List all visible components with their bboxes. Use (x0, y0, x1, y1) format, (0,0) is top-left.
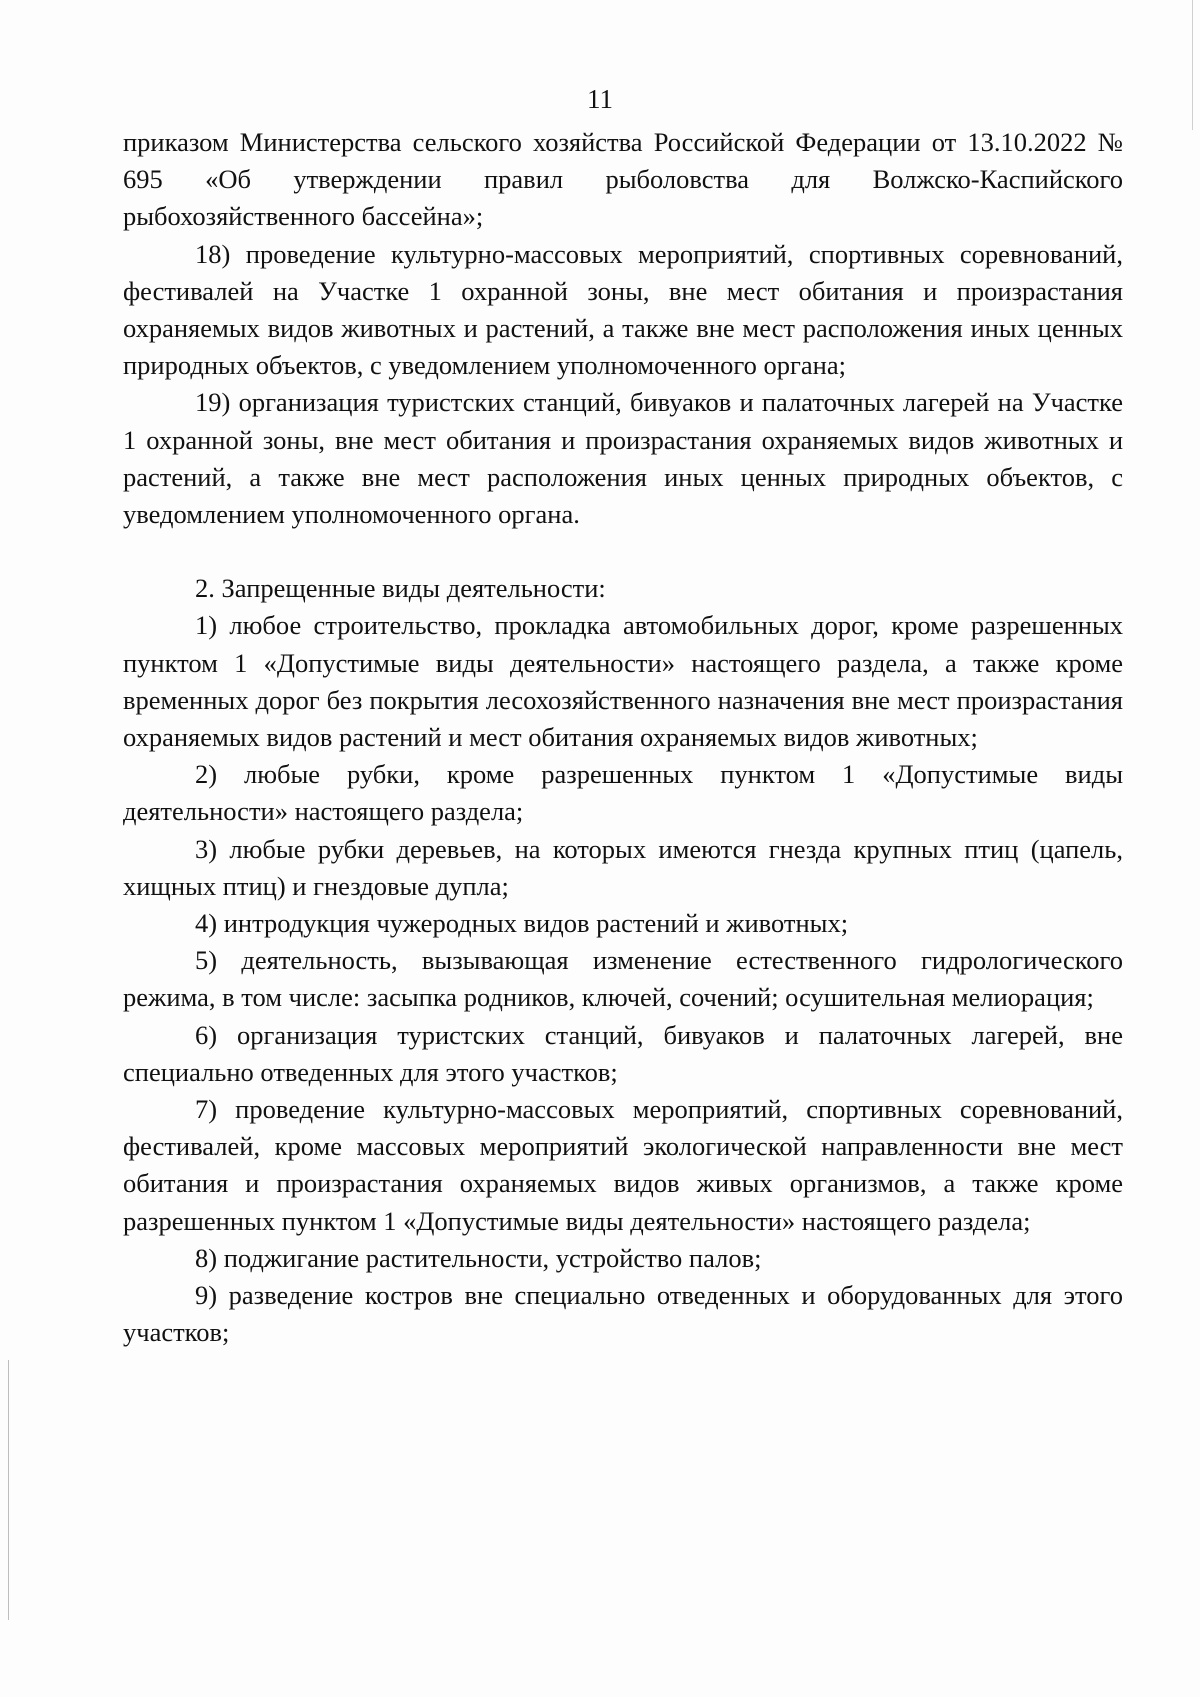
list-item-9: 9) разведение костров вне специально отведенных и оборудованных для этого участков; (123, 1280, 1123, 1348)
list-item-8: 8) поджигание растительности, устройство палов; (195, 1242, 762, 1273)
list-item-5: 5) деятельность, вызывающая изменение естественного гидрологического режима, в том числе: засыпка родников, ключей, сочений; осушительная мелиорация; (123, 945, 1123, 1013)
list-item-3: 3) любые рубки деревьев, на которых имеются гнезда крупных птиц (цапель, хищных птиц) и гнездовые дупла; (123, 833, 1123, 901)
list-item-19: 19) организация туристских станций, бивуаков и палаточных лагерей на Участке 1 охранной зоны, вне мест обитания и произрастания охраняемых видов животных и растений, а также вне мест расположения иных ценных природных объектов, с уведомлением уполномоченного органа. (123, 387, 1123, 530)
scan-edge-left (8, 1360, 9, 1620)
list-item-1: 1) любое строительство, прокладка автомобильных дорог, кроме разрешенных пунктом 1 «Допустимые виды деятельности» настоящего раздела, а также кроме временных дорог без покрытия лесохозяйственного назначения вне мест произрастания охраняемых видов растений и мест обитания охраняемых видов животных; (123, 610, 1123, 753)
paragraph-continuation: приказом Министерства сельского хозяйства Российской Федерации от 13.10.2022 № 695 «Об утверждении правил рыболовства для Волжско-Каспийского рыбохозяйственного бассейна»; (123, 127, 1123, 232)
page-number: 11 (587, 84, 613, 114)
list-item-7: 7) проведение культурно-массовых мероприятий, спортивных соревнований, фестивалей, кроме массовых мероприятий экологической направленности вне мест обитания и произрастания охраняемых видов живых организмов, а также кроме разрешенных пунктом 1 «Допустимые виды деятельности» настоящего раздела; (123, 1094, 1123, 1236)
section-heading-prohibited: 2. Запрещенные виды деятельности: (195, 573, 606, 604)
list-item-6: 6) организация туристских станций, бивуаков и палаточных лагерей, вне специально отведенных для этого участков; (123, 1019, 1123, 1087)
list-item-18: 18) проведение культурно-массовых мероприятий, спортивных соревнований, фестивалей на Участке 1 охранной зоны, вне мест обитания и произрастания охраняемых видов животных и растений, а также вне мест расположения иных ценных природных объектов, с уведомлением уполномоченного органа; (123, 238, 1123, 381)
list-item-4: 4) интродукция чужеродных видов растений и животных; (195, 908, 849, 939)
document-body (123, 124, 1123, 1352)
list-item-2: 2) любые рубки, кроме разрешенных пунктом 1 «Допустимые виды деятельности» настоящего раздела; (123, 759, 1123, 827)
